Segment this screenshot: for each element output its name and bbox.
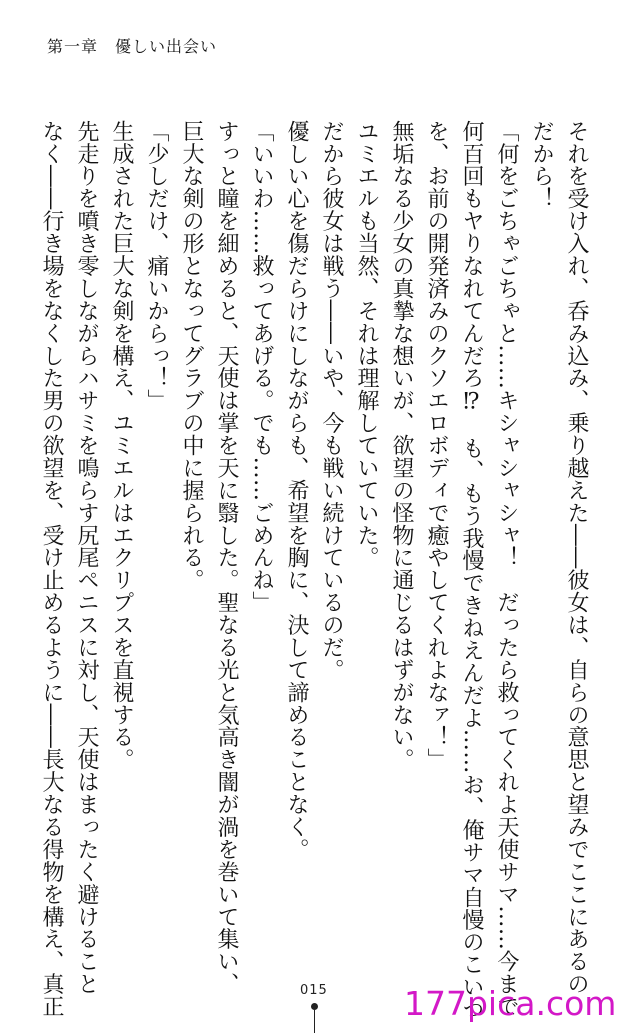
text-column: 「いいわ……救ってあげる。でも……ごめんね」 xyxy=(249,120,274,614)
text-column: 巨大な剣の形となってグラブの中に握られる。 xyxy=(179,120,204,592)
text-column: 「何をごちゃごちゃと……キシャシャシャ！ だったら救ってくれよ天使サマ……今まで xyxy=(494,120,519,1018)
running-head: 第一章 優しい出会い xyxy=(47,37,218,56)
text-column: 無垢なる少女の真摯な想いが、欲望の怪物に通じるはずがない。 xyxy=(389,120,414,771)
text-column: だから！ xyxy=(529,120,554,210)
text-column: すっと瞳を細めると、天使は掌を天に翳した。聖なる光と気高き闇が渦を巻いて集い、 xyxy=(214,120,239,996)
text-column: ユミエルも当然、それは理解していていた。 xyxy=(354,120,379,569)
page-marker-dot xyxy=(311,1003,318,1010)
watermark: 177pica.com xyxy=(404,984,617,1023)
text-column: だから彼女は戦う――いや、今も戦い続けているのだ。 xyxy=(319,120,344,681)
text-column: 何百回もヤりなれてんだろ⁉ も、もう我慢できねえんだよ……お、俺サマ自慢のこいつ xyxy=(459,120,484,1021)
text-column: を、お前の開発済みのクソエロボディで癒やしてくれよなァ！」 xyxy=(424,120,449,771)
text-column: 優しい心を傷だらけにしながらも、希望を胸に、決して諦めることなく。 xyxy=(284,120,309,861)
text-column: 先走りを噴き零しながらハサミを鳴らす尻尾ペニスに対し、天使はまったく避けること xyxy=(74,120,99,996)
page-marker-line xyxy=(314,1010,315,1033)
text-column: なく――行き場をなくした男の欲望を、受け止めるように――長大なる得物を構え、真正 xyxy=(39,120,64,1018)
text-column: 「少しだけ、痛いからっ！」 xyxy=(144,120,169,412)
text-column: それを受け入れ、呑み込み、乗り越えた――彼女は、自らの意思と望みでここにあるの xyxy=(564,120,589,996)
text-column: 生成された巨大な剣を構え、ユミエルはエクリプスを直視する。 xyxy=(109,120,134,771)
page-number: 015 xyxy=(300,983,328,998)
